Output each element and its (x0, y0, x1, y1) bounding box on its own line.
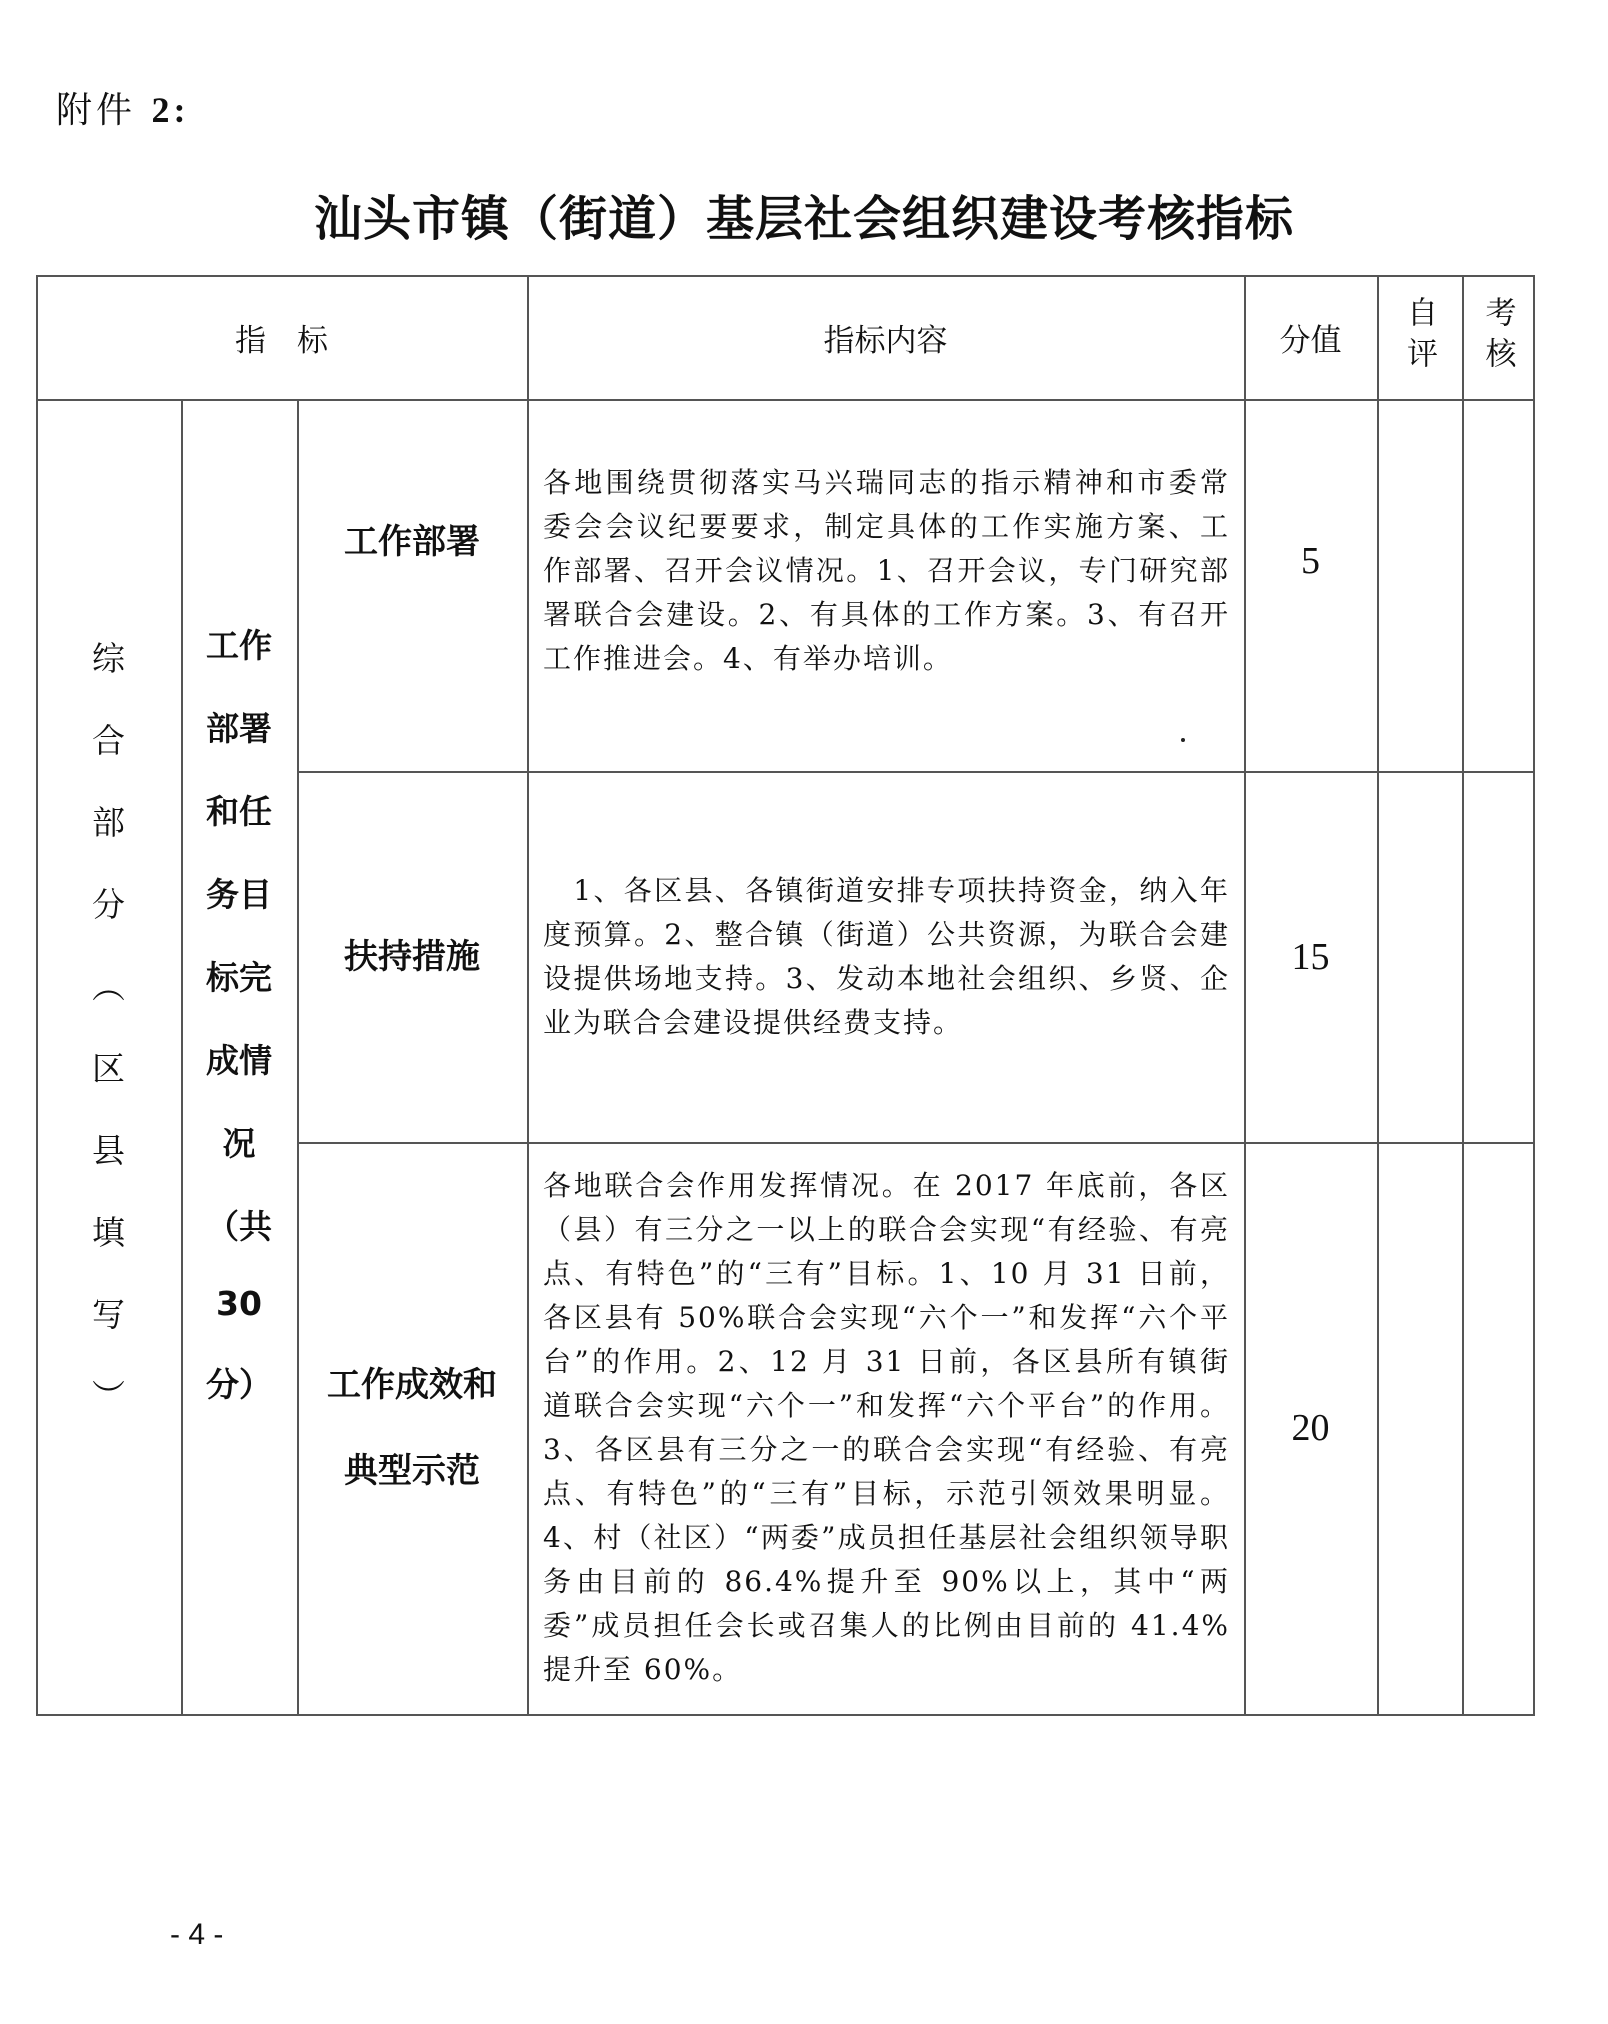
header-self-eval-text: 自评 (1401, 296, 1437, 378)
category-label (181, 399, 297, 1716)
section-label-char: 部 (92, 803, 125, 842)
header-self-eval (1377, 275, 1462, 399)
row-self-eval-input-1[interactable] (1379, 401, 1462, 771)
row-item-results-and-models: 工作成效和典型示范 (327, 1365, 497, 1491)
category-label-line: 成情 (206, 1040, 272, 1080)
section-label (36, 399, 181, 1716)
header-indicator: 指 标 (235, 322, 328, 359)
category-label-line: 和任 (206, 791, 272, 831)
section-label-char: 县 (92, 1131, 125, 1170)
section-label-chars (92, 639, 125, 1416)
row-self-eval-input-2[interactable] (1379, 773, 1462, 1142)
row-score-results-and-models: 20 (1291, 1407, 1330, 1449)
section-label-char: ︵ (92, 967, 125, 1006)
page-number: - 4 - (170, 1918, 224, 1951)
category-label-line: 标完 (206, 957, 272, 997)
section-label-char: 写 (92, 1295, 125, 1334)
header-assessment-text: 考核 (1479, 296, 1516, 378)
document-title: 汕头市镇（街道）基层社会组织建设考核指标 (313, 191, 1294, 247)
attachment-label (56, 82, 189, 133)
header-content: 指标内容 (823, 322, 948, 359)
header-score: 分值 (1279, 322, 1342, 359)
category-label-line: 务目 (206, 874, 272, 914)
attachment-label-text: 附件 (56, 90, 137, 131)
category-label-line: 况 (222, 1123, 256, 1163)
category-label-line: 工作 (206, 625, 272, 665)
row-score-support-measures: 15 (1291, 935, 1330, 978)
section-label-char: 分 (92, 885, 125, 924)
category-label-line: 部署 (206, 708, 272, 748)
section-label-char: ︶ (92, 1377, 125, 1416)
attachment-number: 2: (151, 90, 190, 130)
table-border-right (1533, 275, 1535, 1716)
section-label-char: 填 (92, 1213, 125, 1252)
row-item-work-deployment: 工作部署 (344, 522, 480, 562)
stray-dot-mark (1181, 738, 1185, 742)
row-assessment-input-2[interactable] (1464, 773, 1533, 1142)
row-item-support-measures: 扶持措施 (344, 936, 480, 977)
row-self-eval-input-3[interactable] (1379, 1144, 1462, 1714)
row-content-results-and-models: 各地联合会作用发挥情况。在 2017 年底前，各区（县）有三分之一以上的联合会实现“有经验、有亮点、有特色”的“三有”目标。1、10 月 31 日前，各区县有 50%联合会实现“六个一”和发挥“六个平台”的作用。2、12 月 31 日前，各区县所有镇街道联合会实现“六个一”和发挥“六个平台”的作用。3、各区县有三分之一的联合会实现“有经验、有亮点、有特色”的“三有”目标，示范引领效果明显。4、村（社区）“两委”成员担任基层社会组织领导职务由目前的 86.4%提升至 90%以上，其中“两委”成员担任会长或召集人的比例由目前的 41.4%提升至 60%。 (543, 1169, 1230, 1686)
row-content-support-measures: 1、各区县、各镇街道安排专项扶持资金，纳入年度预算。2、整合镇（街道）公共资源，为联合会建设提供场地支持。3、发动本地社会组织、乡贤、企业为联合会建设提供经费支持。 (543, 873, 1230, 1039)
section-label-char: 区 (92, 1049, 125, 1088)
row-score-work-deployment: 5 (1301, 540, 1320, 582)
assessment-table (36, 275, 1535, 1716)
category-label-line: 30 (216, 1283, 262, 1323)
row-content-work-deployment: 各地围绕贯彻落实马兴瑞同志的指示精神和市委常委会会议纪要要求，制定具体的工作实施方案、工作部署、召开会议情况。1、召开会议，专门研究部署联合会建设。2、有具体的工作方案。3、有召开工作推进会。4、有举办培训。 (543, 466, 1230, 675)
header-assessment (1462, 275, 1534, 399)
category-label-line: （共 (206, 1206, 272, 1246)
section-label-char: 综 (92, 639, 125, 678)
category-label-lines (206, 620, 272, 1406)
row-assessment-input-1[interactable] (1464, 401, 1533, 771)
row-assessment-input-3[interactable] (1464, 1144, 1533, 1714)
category-label-line: 分） (206, 1364, 272, 1404)
section-label-char: 合 (92, 721, 125, 760)
